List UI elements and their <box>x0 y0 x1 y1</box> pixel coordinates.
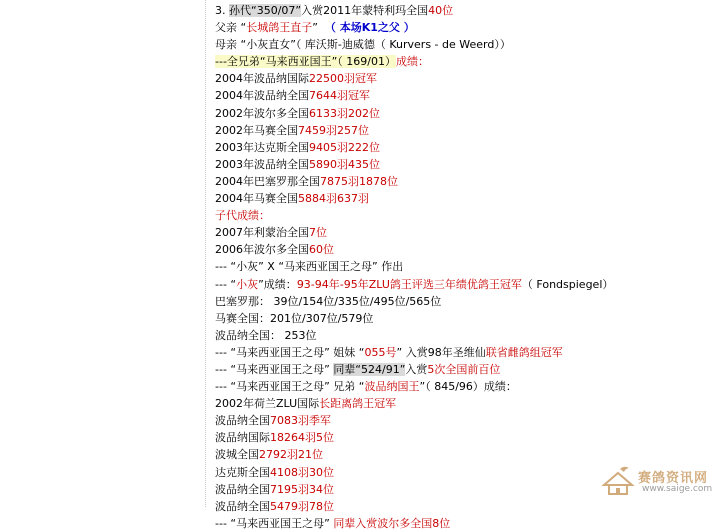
text-segment: 5次全国前百位 <box>427 362 501 376</box>
text-segment: 2003年达克斯全国 <box>215 140 309 154</box>
text-line <box>215 70 715 87</box>
text-line <box>215 190 715 207</box>
text-segment: 联省雌鸽组冠军 <box>485 345 563 359</box>
text-line <box>215 258 715 275</box>
site-watermark <box>598 463 716 497</box>
text-line <box>215 207 715 224</box>
text-segment: 93-94年-95年ZLU鸽王评选三年绩优鸽王冠军 <box>296 277 522 291</box>
text-line <box>215 156 715 173</box>
text-segment: ” 入赏98年圣维仙 <box>396 345 486 359</box>
text-line <box>215 139 715 156</box>
text-segment: 7195羽34位 <box>270 482 334 496</box>
text-segment: 入赏 <box>405 362 428 376</box>
text-segment: ---全兄弟“马来西亚国王”（ 169/01） <box>215 55 396 69</box>
text-segment: 40位 <box>428 4 454 17</box>
text-line <box>215 36 715 53</box>
text-segment: （ 本场K1之父 ） <box>324 21 415 35</box>
text-segment: 同辈“524/91” <box>333 362 406 376</box>
text-segment: ” <box>312 21 325 35</box>
text-segment: 波品纳全国 <box>215 414 270 428</box>
text-line <box>215 224 715 241</box>
text-segment: 母亲 “小灰直女”（ 库沃斯-迪威德（ Kurvers - de Weerd）） <box>215 38 515 52</box>
text-line <box>215 515 715 532</box>
text-line <box>215 378 715 395</box>
text-segment: 7644羽冠军 <box>309 89 370 103</box>
text-segment: --- “马来西亚国王之母” <box>215 516 334 530</box>
text-segment: 6133羽202位 <box>309 106 380 120</box>
text-segment: 5479羽78位 <box>270 499 334 513</box>
text-segment: 5890羽435位 <box>309 157 380 171</box>
text-line <box>215 310 715 327</box>
text-segment: 2003年波品纳全国 <box>215 157 309 171</box>
text-segment: 2002年马赛全国 <box>215 123 298 137</box>
text-segment: 9405羽222位 <box>309 140 380 154</box>
text-segment: 7位 <box>309 226 327 240</box>
text-segment: 成绩： <box>396 55 429 69</box>
text-segment: 巴塞罗那： 39位/154位/335位/495位/565位 <box>215 294 442 308</box>
text-segment: 60位 <box>309 243 334 257</box>
text-segment: 2002年荷兰ZLU国际 <box>215 397 320 411</box>
text-segment: 波城全国 <box>215 448 259 462</box>
text-segment: 父亲 “ <box>215 21 247 35</box>
pigeon-loft-icon <box>598 463 638 497</box>
text-segment: 同辈入赏波尔多全国8位 <box>333 516 451 530</box>
text-line <box>215 276 715 293</box>
text-line <box>215 327 715 344</box>
text-segment: 达克斯全国 <box>215 465 270 479</box>
text-segment: ”成绩： <box>258 277 297 291</box>
text-segment: 波品纳全国： 253位 <box>215 328 317 342</box>
text-segment: --- “马来西亚国王之母” <box>215 362 334 376</box>
text-line <box>215 2 715 19</box>
text-segment: 子代成绩： <box>215 209 270 223</box>
text-segment: 7875羽1878位 <box>320 174 398 188</box>
text-segment: 7459羽257位 <box>298 123 369 137</box>
text-segment: 波品纳国王 <box>364 380 420 394</box>
text-segment: 055号 <box>364 345 397 359</box>
text-segment: 波品纳全国 <box>215 499 270 513</box>
text-line <box>215 53 715 70</box>
text-segment: 2006年波尔多全国 <box>215 243 309 257</box>
left-margin-rule <box>205 0 206 507</box>
text-line <box>215 412 715 429</box>
text-segment: 2792羽21位 <box>259 448 323 462</box>
text-segment: --- “ <box>215 277 237 291</box>
text-line <box>215 87 715 104</box>
text-segment: 2007年利蒙治全国 <box>215 226 309 240</box>
text-segment: 马赛全国：201位/307位/579位 <box>215 311 374 325</box>
text-segment: --- “马来西亚国王之母” 兄弟 “ <box>215 380 365 394</box>
text-segment: 5884羽637羽 <box>298 192 369 206</box>
text-line <box>215 498 715 515</box>
text-segment: --- “小灰” X “马来西亚国王之母” 作出 <box>215 260 404 274</box>
watermark-url: www.saige.com <box>642 484 713 494</box>
text-segment: 2004年波品纳全国 <box>215 89 309 103</box>
text-segment: 2004年马赛全国 <box>215 192 298 206</box>
text-segment: 2004年巴塞罗那全国 <box>215 174 320 188</box>
text-segment: 小灰 <box>236 277 259 291</box>
text-line <box>215 173 715 190</box>
text-segment: 波品纳全国 <box>215 482 270 496</box>
text-segment: --- “马来西亚国王之母” 姐妹 “ <box>215 345 365 359</box>
text-segment: 22500羽冠军 <box>309 72 377 86</box>
text-segment: （ Fondspiegel） <box>521 277 614 291</box>
text-segment: 18264羽5位 <box>270 431 334 445</box>
pedigree-text <box>215 2 715 532</box>
text-segment: 3. <box>215 4 229 17</box>
text-line <box>215 241 715 258</box>
text-segment: 孙代“350/07” <box>229 4 302 17</box>
text-line <box>215 429 715 446</box>
text-line <box>215 344 715 361</box>
text-segment: 2002年波尔多全国 <box>215 106 309 120</box>
watermark-title: 赛鸽资讯网 <box>638 471 709 486</box>
text-segment: 长城鸽王直子 <box>246 21 313 35</box>
text-line <box>215 19 715 36</box>
text-segment: 入赏2011年蒙特利玛全国 <box>301 4 429 17</box>
text-line <box>215 293 715 310</box>
text-line <box>215 446 715 463</box>
text-line <box>215 395 715 412</box>
text-segment: 7083羽季军 <box>270 414 331 428</box>
text-line <box>215 122 715 139</box>
text-segment: 长距离鸽王冠军 <box>319 397 397 411</box>
text-segment: 4108羽30位 <box>270 465 334 479</box>
text-segment: 2004年波品纳国际 <box>215 72 309 86</box>
text-segment: 波品纳国际 <box>215 431 270 445</box>
text-line <box>215 105 715 122</box>
text-segment: ”（ 845/96）成绩： <box>419 380 517 394</box>
text-line <box>215 361 715 378</box>
